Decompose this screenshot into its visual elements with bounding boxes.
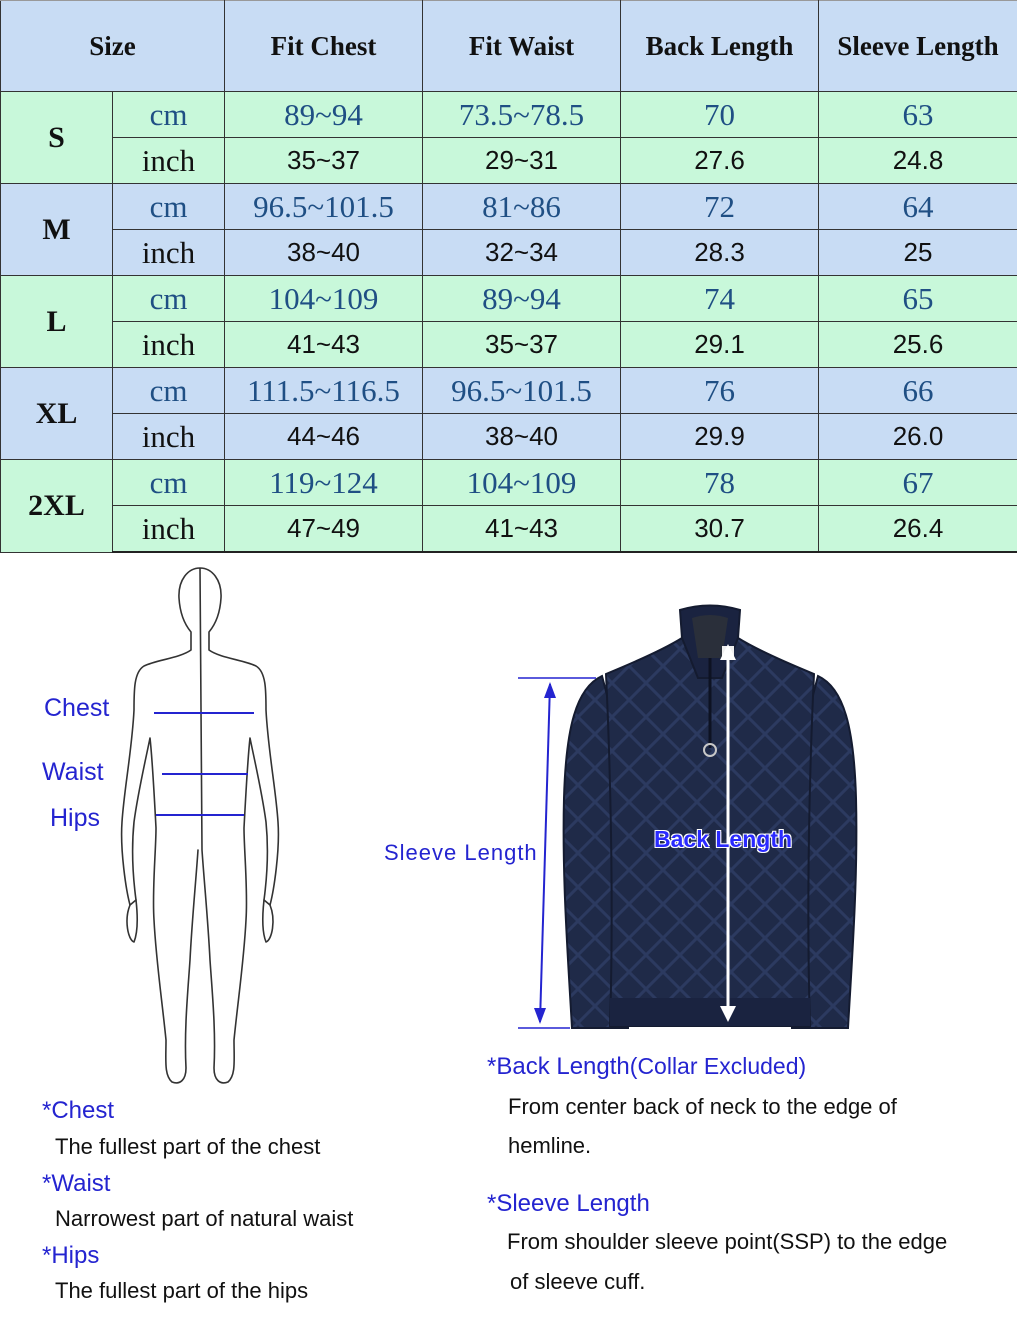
size-cell: 2XL: [1, 460, 113, 553]
waist-cell: 41~43: [423, 506, 621, 553]
sleeve-length-cell: 25.6: [819, 322, 1017, 368]
unit-cell: cm: [113, 184, 225, 230]
sleeve-length-cell: 64: [819, 184, 1017, 230]
size-cell: S: [1, 92, 113, 184]
unit-cell: inch: [113, 138, 225, 184]
unit-cell: cm: [113, 276, 225, 322]
sleeve-length-cell: 26.0: [819, 414, 1017, 460]
sleeve-length-cell: 65: [819, 276, 1017, 322]
body-silhouette-figure: [120, 560, 280, 1090]
chest-note-title: *Chest: [42, 1097, 115, 1124]
back-length-cell: 29.1: [621, 322, 819, 368]
sleeve-length-label: Sleeve Length: [384, 840, 538, 865]
unit-cell: cm: [113, 92, 225, 138]
chest-cell: 111.5~116.5: [225, 368, 423, 414]
sleeve-length-cell: 24.8: [819, 138, 1017, 184]
table-row: [1, 138, 1017, 184]
unit-cell: cm: [113, 460, 225, 506]
collar-excluded-note: (Collar Excluded): [629, 1053, 807, 1079]
table-row: [1, 230, 1017, 276]
back-length-note-text-1: From center back of neck to the edge of: [508, 1094, 897, 1119]
back-length-note-heading: *Back Length: [487, 1053, 630, 1080]
sweater-figure: [510, 598, 910, 1038]
sleeve-length-note-text-1: From shoulder sleeve point(SSP) to the edge: [507, 1229, 948, 1254]
header-fit-waist: Fit Waist: [423, 1, 621, 92]
waist-cell: 35~37: [423, 322, 621, 368]
waist-label: Waist: [42, 758, 104, 786]
back-length-cell: 29.9: [621, 414, 819, 460]
waist-cell: 104~109: [423, 460, 621, 506]
chest-note-text: The fullest part of the chest: [55, 1134, 321, 1159]
header-back-length: Back Length: [621, 1, 819, 92]
back-length-cell: 30.7: [621, 506, 819, 553]
table-header-row: [1, 1, 1017, 92]
chest-cell: 89~94: [225, 92, 423, 138]
header-fit-chest: Fit Chest: [225, 1, 423, 92]
waist-cell: 32~34: [423, 230, 621, 276]
chest-label: Chest: [44, 694, 110, 722]
sleeve-length-cell: 26.4: [819, 506, 1017, 553]
waist-note-title: *Waist: [42, 1170, 111, 1197]
size-chart-table: [0, 0, 1017, 553]
unit-cell: inch: [113, 506, 225, 553]
waist-cell: 29~31: [423, 138, 621, 184]
waist-cell: 38~40: [423, 414, 621, 460]
table-row: [1, 368, 1017, 414]
back-length-cell: 78: [621, 460, 819, 506]
table-row: [1, 506, 1017, 553]
chest-cell: 38~40: [225, 230, 423, 276]
unit-cell: cm: [113, 368, 225, 414]
unit-cell: inch: [113, 230, 225, 276]
size-cell: XL: [1, 368, 113, 460]
sleeve-length-cell: 66: [819, 368, 1017, 414]
sleeve-length-cell: 67: [819, 460, 1017, 506]
waist-cell: 96.5~101.5: [423, 368, 621, 414]
waist-cell: 81~86: [423, 184, 621, 230]
hips-label: Hips: [50, 804, 101, 832]
back-length-cell: 74: [621, 276, 819, 322]
back-length-label: Back Length: [654, 826, 793, 852]
table-row: [1, 460, 1017, 506]
hips-note-title: *Hips: [42, 1242, 100, 1269]
size-cell: L: [1, 276, 113, 368]
table-row: [1, 414, 1017, 460]
table-row: [1, 276, 1017, 322]
sleeve-length-cell: 25: [819, 230, 1017, 276]
unit-cell: inch: [113, 322, 225, 368]
header-sleeve-length: Sleeve Length: [819, 1, 1017, 92]
back-length-note-text-2: hemline.: [508, 1133, 592, 1158]
waist-cell: 73.5~78.5: [423, 92, 621, 138]
header-size: Size: [1, 1, 225, 92]
table-row: [1, 184, 1017, 230]
chest-cell: 104~109: [225, 276, 423, 322]
hips-note-text: The fullest part of the hips: [55, 1278, 309, 1303]
sleeve-length-note-text-2: of sleeve cuff.: [510, 1269, 646, 1294]
chest-cell: 119~124: [225, 460, 423, 506]
back-length-cell: 70: [621, 92, 819, 138]
back-length-cell: 72: [621, 184, 819, 230]
table-row: [1, 322, 1017, 368]
chest-cell: 41~43: [225, 322, 423, 368]
chest-cell: 96.5~101.5: [225, 184, 423, 230]
sleeve-length-cell: 63: [819, 92, 1017, 138]
back-length-note-title: [487, 1053, 806, 1081]
sleeve-length-arrow: [540, 684, 550, 1022]
table-row: [1, 92, 1017, 138]
size-cell: M: [1, 184, 113, 276]
back-length-cell: 27.6: [621, 138, 819, 184]
back-length-cell: 28.3: [621, 230, 819, 276]
chest-cell: 44~46: [225, 414, 423, 460]
waist-note-text: Narrowest part of natural waist: [55, 1206, 354, 1231]
unit-cell: inch: [113, 414, 225, 460]
back-length-cell: 76: [621, 368, 819, 414]
chest-cell: 35~37: [225, 138, 423, 184]
waist-cell: 89~94: [423, 276, 621, 322]
chest-cell: 47~49: [225, 506, 423, 553]
sleeve-length-note-title: *Sleeve Length: [487, 1190, 650, 1217]
